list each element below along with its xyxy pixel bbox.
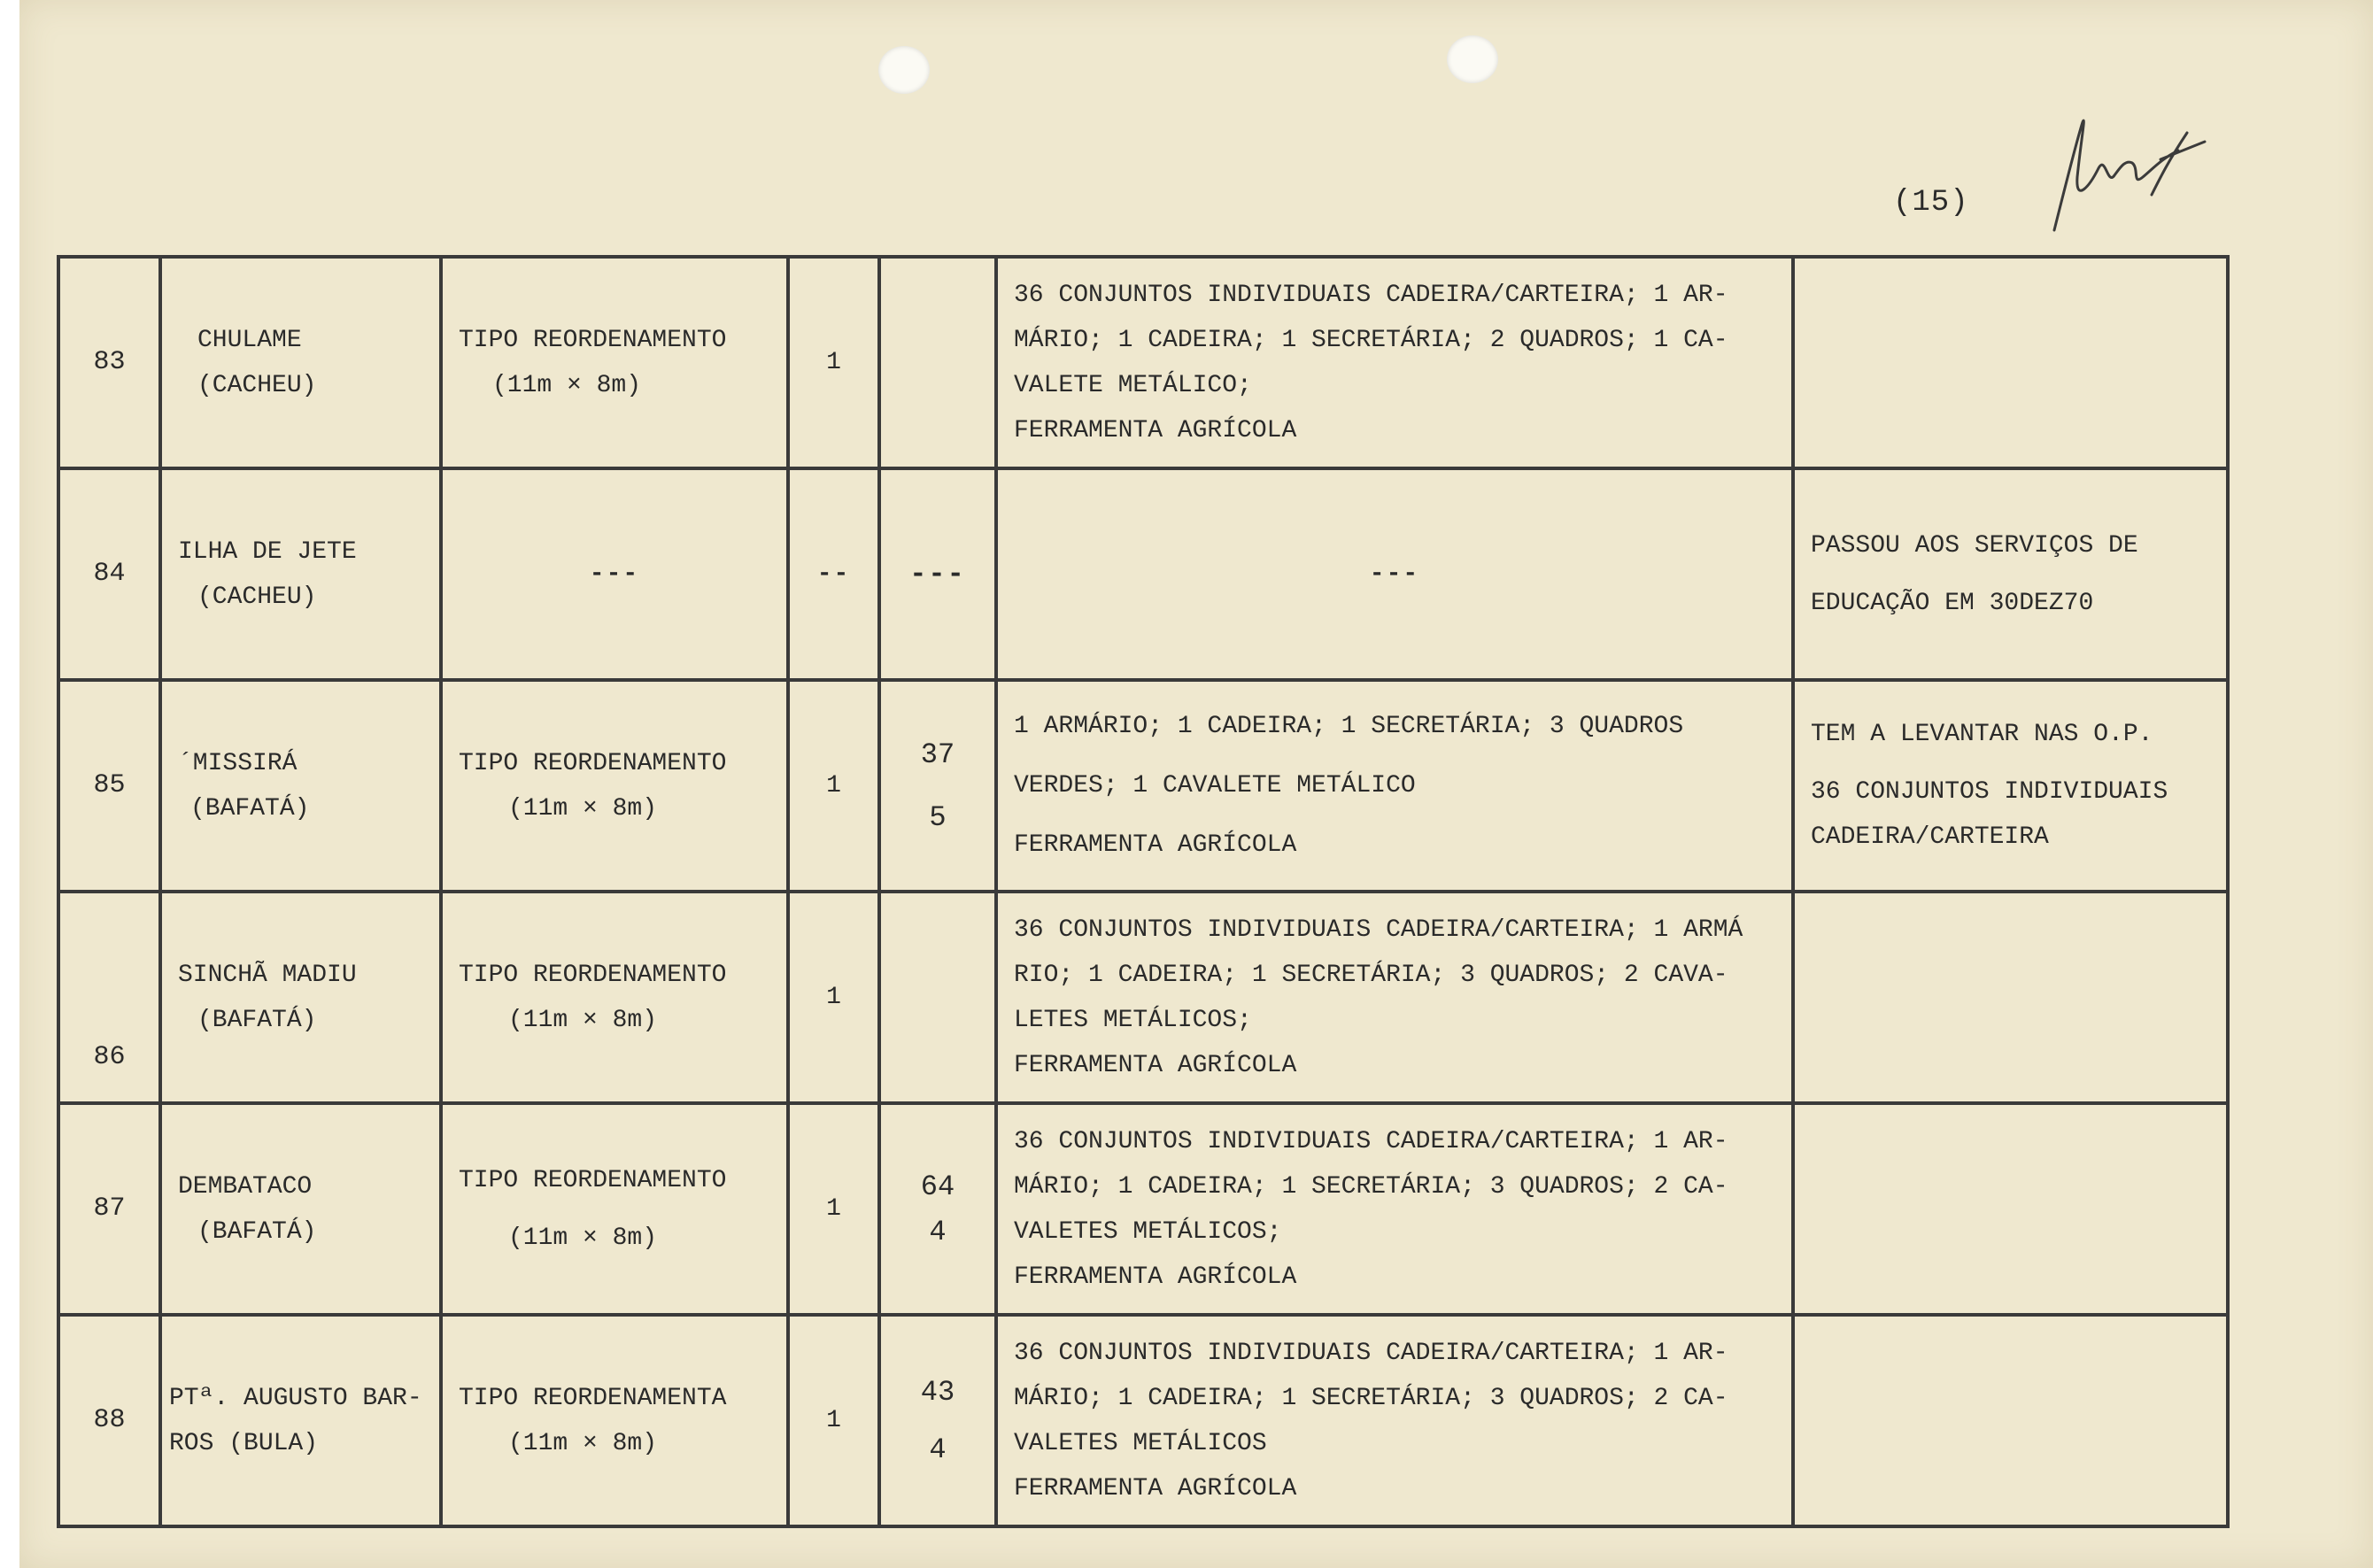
table-row [58,1315,2228,1526]
row-number: 87 [58,1103,160,1315]
count-cell [879,1315,996,1526]
building-dimensions: (11m × 8m) [508,1224,658,1252]
equipment-cell [996,257,1793,468]
equipment-line: MÁRIO; 1 CADEIRA; 1 SECRETÁRIA; 3 QUADROS; 2 CA- [1014,1384,1728,1412]
row-number: 85 [58,680,160,892]
row-number: 84 [58,468,160,680]
building-dimensions: (11m × 8m) [508,1006,658,1034]
location-cell [160,892,441,1103]
building-type: TIPO REORDENAMENTA [459,1384,727,1412]
handwritten-signature [2028,106,2222,239]
building-dimensions: (11m × 8m) [492,371,642,399]
equipment-line: FERRAMENTA AGRÍCOLA [1014,416,1297,444]
location-cell [160,1103,441,1315]
observations-cell [1793,468,2228,680]
building-type: TIPO REORDENAMENTO [459,326,727,354]
location-name: ´MISSIRÁ [178,749,298,777]
observations-cell [1793,680,2228,892]
observations-cell [1793,892,2228,1103]
table-row [58,892,2228,1103]
count-cell [879,1103,996,1315]
observation-line: PASSOU AOS SERVIÇOS DE [1811,531,2138,560]
building-dimensions: (11m × 8m) [508,1429,658,1457]
equipment-line: FERRAMENTA AGRÍCOLA [1014,1051,1297,1079]
building-type: --- [589,560,640,588]
equipment-cell [996,892,1793,1103]
building-dimensions: (11m × 8m) [508,794,658,823]
row-number: 86 [58,892,160,1103]
table-row [58,257,2228,468]
equipment-line: 36 CONJUNTOS INDIVIDUAIS CADEIRA/CARTEIRA; 1 AR- [1014,1127,1728,1155]
equipment-line: 1 ARMÁRIO; 1 CADEIRA; 1 SECRETÁRIA; 3 QUADROS [1014,713,1684,740]
location-cell [160,680,441,892]
building-type: TIPO REORDENAMENTO [459,961,727,989]
quantity-cell: -- [788,468,879,680]
count-value-2: 5 [929,800,947,834]
location-region: ROS (BULA) [169,1429,319,1457]
equipment-cell [996,1315,1793,1526]
observation-line: EDUCAÇÃO EM 30DEZ70 [1811,589,2094,617]
punch-hole-right [1447,35,1498,83]
location-region: (CACHEU) [197,583,317,611]
quantity-cell: 1 [788,257,879,468]
type-cell [441,1315,788,1526]
observations-cell [1793,1315,2228,1526]
type-cell [441,680,788,892]
equipment-line: VERDES; 1 CAVALETE METÁLICO [1014,772,1416,799]
count-value-1: 37 [920,738,955,771]
table-row [58,1103,2228,1315]
equipment-line: --- [1369,560,1420,588]
quantity-cell: 1 [788,680,879,892]
count-cell [879,892,996,1103]
type-cell [441,468,788,680]
location-name: ILHA DE JETE [178,537,357,566]
count-value-1: --- [909,558,966,591]
punch-hole-left [878,46,930,94]
count-value-2: 4 [929,1433,947,1466]
equipment-line: RIO; 1 CADEIRA; 1 SECRETÁRIA; 3 QUADROS; 2 CAVA- [1014,961,1728,989]
count-value-2: 4 [929,1215,947,1248]
location-name: SINCHÃ MADIU [178,961,357,989]
equipment-line: FERRAMENTA AGRÍCOLA [1014,1263,1297,1291]
equipment-line: 36 CONJUNTOS INDIVIDUAIS CADEIRA/CARTEIRA; 1 AR- [1014,281,1728,309]
location-cell [160,1315,441,1526]
building-type: TIPO REORDENAMENTO [459,1166,727,1194]
location-cell [160,468,441,680]
quantity-cell: 1 [788,1315,879,1526]
equipment-line: FERRAMENTA AGRÍCOLA [1014,1474,1297,1502]
location-region: (BAFATÁ) [197,1006,317,1034]
quantity-cell: 1 [788,892,879,1103]
location-region: (BAFATÁ) [190,794,310,823]
equipment-line: VALETE METÁLICO; [1014,371,1252,399]
equipment-line: 36 CONJUNTOS INDIVIDUAIS CADEIRA/CARTEIRA; 1 ARMÁ [1014,915,1743,944]
page-number: (15) [1893,186,1969,220]
observations-cell [1793,1103,2228,1315]
location-region: (CACHEU) [197,371,317,399]
location-name: DEMBATACO [178,1172,313,1201]
observation-line: TEM A LEVANTAR NAS O.P. [1811,721,2153,748]
equipment-line: MÁRIO; 1 CADEIRA; 1 SECRETÁRIA; 3 QUADROS; 2 CA- [1014,1172,1728,1201]
school-inventory-table [57,255,2230,1528]
observation-line: 36 CONJUNTOS INDIVIDUAIS [1811,778,2168,806]
building-type: TIPO REORDENAMENTO [459,749,727,777]
type-cell [441,892,788,1103]
location-name: PTª. AUGUSTO BAR- [169,1384,422,1412]
count-value-1: 64 [920,1170,955,1203]
observation-line: CADEIRA/CARTEIRA [1811,823,2049,851]
quantity-cell: 1 [788,1103,879,1315]
equipment-cell [996,1103,1793,1315]
equipment-cell [996,680,1793,892]
count-cell [879,680,996,892]
table-row [58,468,2228,680]
equipment-line: FERRAMENTA AGRÍCOLA [1014,831,1297,859]
location-cell [160,257,441,468]
observations-cell [1793,257,2228,468]
equipment-line: MÁRIO; 1 CADEIRA; 1 SECRETÁRIA; 2 QUADROS; 1 CA- [1014,326,1728,354]
type-cell [441,1103,788,1315]
equipment-line: VALETES METÁLICOS; [1014,1217,1282,1246]
count-cell [879,468,996,680]
count-value-1: 43 [920,1375,955,1409]
type-cell [441,257,788,468]
row-number: 88 [58,1315,160,1526]
equipment-line: VALETES METÁLICOS [1014,1429,1267,1457]
row-number: 83 [58,257,160,468]
count-cell [879,257,996,468]
equipment-line: 36 CONJUNTOS INDIVIDUAIS CADEIRA/CARTEIRA; 1 AR- [1014,1339,1728,1367]
table-row [58,680,2228,892]
location-name: CHULAME [197,326,302,354]
location-region: (BAFATÁ) [197,1217,317,1246]
equipment-line: LETES METÁLICOS; [1014,1006,1252,1034]
equipment-cell [996,468,1793,680]
